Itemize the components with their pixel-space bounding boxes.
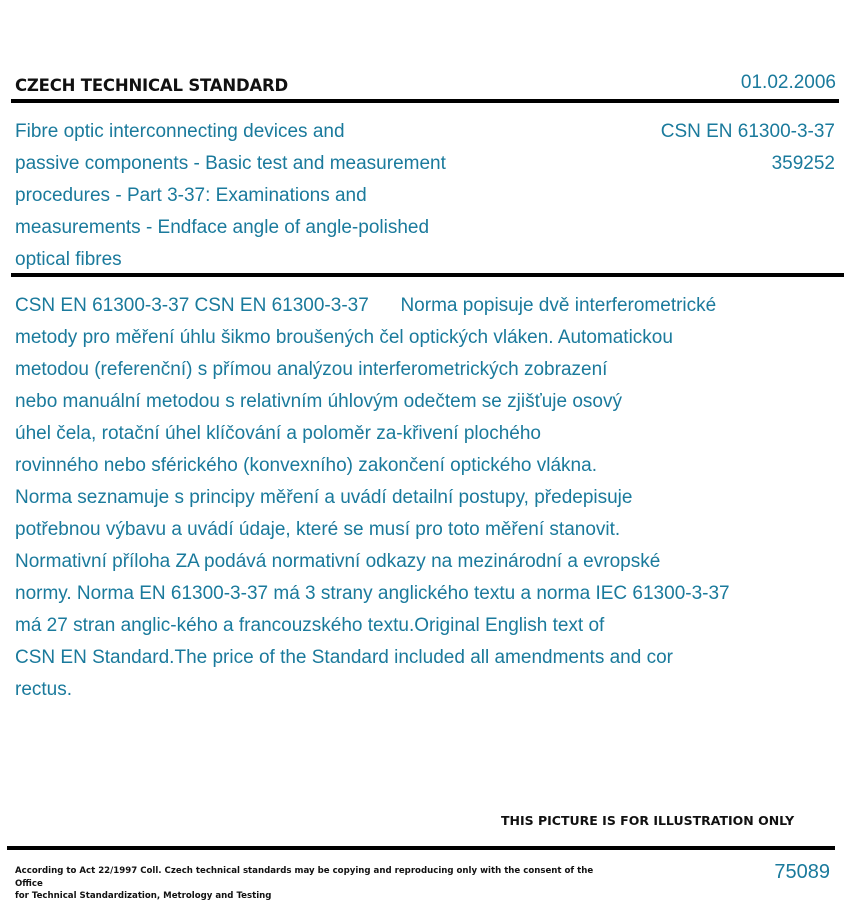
title-line: optical fibres: [15, 249, 122, 270]
description-line: metodou (referenční) s přímou analýzou interferometrických zobrazení: [15, 359, 608, 380]
description-line: CSN EN Standard.The price of the Standard included all amendments and cor: [15, 647, 673, 668]
footer-divider: [7, 846, 835, 850]
legal-notice-line: According to Act 22/1997 Coll. Czech technical standards may be copying and reproducing only with the consent of the Office: [15, 866, 594, 889]
description-line: Normativní příloha ZA podává normativní odkazy na mezinárodní a evropské: [15, 551, 661, 572]
header-divider: [11, 99, 839, 103]
standard-identifiers: [661, 116, 835, 180]
description-line: má 27 stran anglic-kého a francouzského textu.Original English text of: [15, 615, 605, 636]
document-type-label: CZECH TECHNICAL STANDARD: [15, 76, 289, 95]
description-line: nebo manuální metodou s relativním úhlovým odečtem se zjišťuje osový: [15, 391, 622, 412]
legal-notice: [15, 865, 615, 903]
catalog-number: 359252: [771, 153, 835, 174]
description-line: CSN EN 61300-3-37 CSN EN 61300-3-37 Norma popisuje dvě interferometrické: [15, 295, 717, 316]
publication-date: 01.02.2006: [740, 72, 836, 93]
title-divider: [11, 273, 844, 277]
standard-code: CSN EN 61300-3-37: [660, 121, 835, 142]
title-line: Fibre optic interconnecting devices and: [15, 121, 345, 142]
title-line: procedures - Part 3-37: Examinations and: [15, 185, 367, 206]
legal-notice-line: for Technical Standardization, Metrology and Testing: [15, 891, 272, 901]
document-number: 75089: [774, 861, 830, 883]
illustration-notice: THIS PICTURE IS FOR ILLUSTRATION ONLY: [501, 813, 795, 828]
standard-description: [15, 290, 850, 706]
description-line: Norma seznamuje s principy měření a uvádí detailní postupy, předepisuje: [15, 487, 633, 508]
description-line: metody pro měření úhlu šikmo broušených čel optických vláken. Automatickou: [15, 327, 673, 348]
description-line: úhel čela, rotační úhel klíčování a poloměr za-křivení plochého: [15, 423, 541, 444]
standard-title: [15, 116, 535, 276]
description-line: rovinného nebo sférického (konvexního) zakončení optického vlákna.: [15, 455, 597, 476]
title-line: measurements - Endface angle of angle-polished: [15, 217, 430, 238]
description-line: rectus.: [15, 679, 73, 700]
description-line: normy. Norma EN 61300-3-37 má 3 strany anglického textu a norma IEC 61300-3-37: [15, 583, 730, 604]
title-line: passive components - Basic test and measurement: [15, 153, 446, 174]
description-line: potřebnou výbavu a uvádí údaje, které se musí pro toto měření stanovit.: [15, 519, 621, 540]
